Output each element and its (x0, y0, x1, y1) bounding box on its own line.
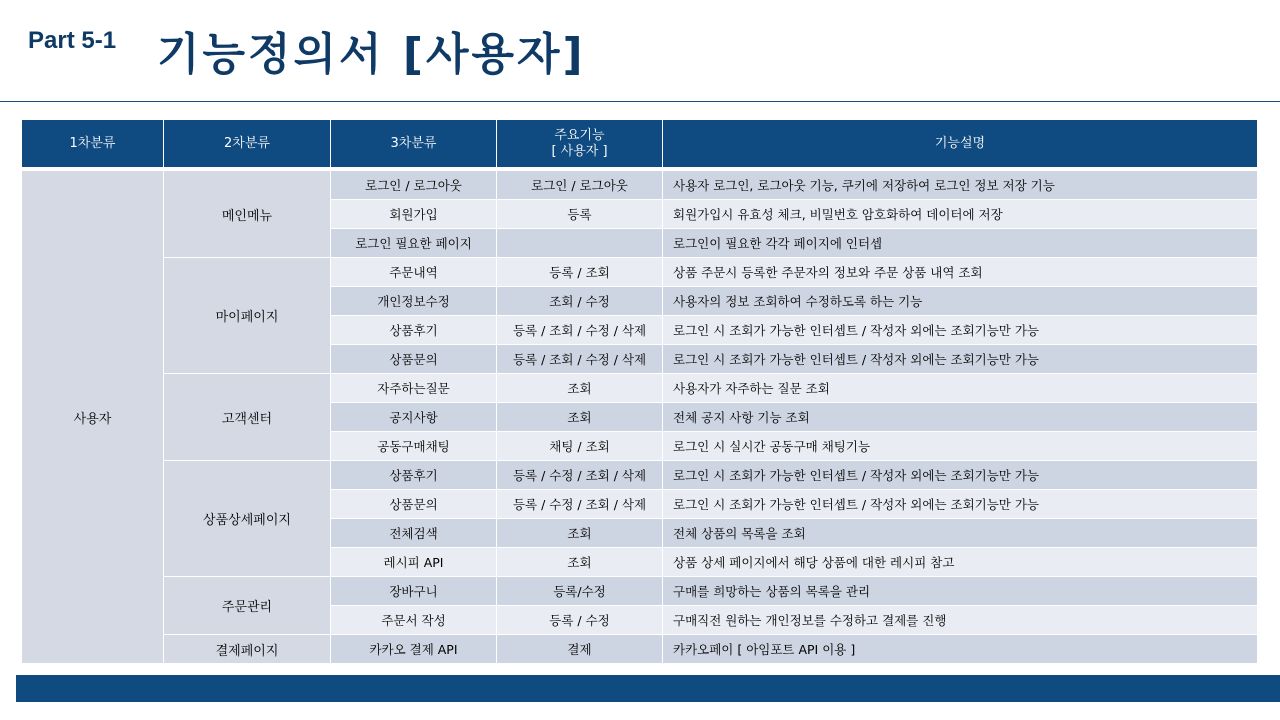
level3-category: 레시피 API (331, 548, 497, 577)
level3-category: 로그인 필요한 페이지 (331, 229, 497, 258)
function-description: 로그인 시 조회가 가능한 인터셉트 / 작성자 외에는 조회기능만 가능 (663, 316, 1258, 345)
header-main-function-line2: [ 사용자 ] (551, 143, 608, 159)
level3-category: 상품후기 (331, 461, 497, 490)
footer-bar (16, 675, 1280, 702)
main-function: 조회 (497, 374, 663, 403)
function-description: 구매직전 원하는 개인정보를 수정하고 결제를 진행 (663, 606, 1258, 635)
table-row (22, 169, 1258, 200)
level3-category: 전체검색 (331, 519, 497, 548)
main-function: 등록 / 수정 / 조회 / 삭제 (497, 461, 663, 490)
level3-category: 공지사항 (331, 403, 497, 432)
main-function: 조회 (497, 403, 663, 432)
level3-category: 회원가입 (331, 200, 497, 229)
function-description: 로그인 시 조회가 가능한 인터셉트 / 작성자 외에는 조회기능만 가능 (663, 490, 1258, 519)
table-header-row (22, 120, 1258, 170)
function-description: 사용자가 자주하는 질문 조회 (663, 374, 1258, 403)
function-description: 로그인 시 실시간 공동구매 채팅기능 (663, 432, 1258, 461)
main-function: 채팅 / 조회 (497, 432, 663, 461)
main-function: 등록/수정 (497, 577, 663, 606)
level3-category: 주문서 작성 (331, 606, 497, 635)
main-function: 등록 / 수정 / 조회 / 삭제 (497, 490, 663, 519)
main-function: 조회 (497, 519, 663, 548)
function-description: 구매를 희망하는 상품의 목록을 관리 (663, 577, 1258, 606)
function-description: 전체 공지 사항 기능 조회 (663, 403, 1258, 432)
level2-category: 고객센터 (164, 374, 331, 461)
main-function: 등록 / 조회 (497, 258, 663, 287)
level2-category: 메인메뉴 (164, 169, 331, 258)
table-row (22, 374, 1258, 403)
level3-category: 카카오 결제 API (331, 635, 497, 664)
level2-category: 주문관리 (164, 577, 331, 635)
function-description: 로그인 시 조회가 가능한 인터셉트 / 작성자 외에는 조회기능만 가능 (663, 345, 1258, 374)
main-function: 조회 (497, 548, 663, 577)
main-function (497, 229, 663, 258)
header-main-function (497, 120, 663, 170)
function-description: 카카오페이 [ 아임포트 API 이용 ] (663, 635, 1258, 664)
function-description: 상품 주문시 등록한 주문자의 정보와 주문 상품 내역 조회 (663, 258, 1258, 287)
level3-category: 자주하는질문 (331, 374, 497, 403)
header-description: 기능설명 (663, 120, 1258, 170)
level3-category: 상품문의 (331, 345, 497, 374)
table-row (22, 461, 1258, 490)
level3-category: 상품문의 (331, 490, 497, 519)
level3-category: 상품후기 (331, 316, 497, 345)
table-row (22, 635, 1258, 664)
level3-category: 주문내역 (331, 258, 497, 287)
function-description: 회원가입시 유효성 체크, 비밀번호 암호화하여 데이터에 저장 (663, 200, 1258, 229)
function-description: 로그인이 필요한 각각 페이지에 인터셉 (663, 229, 1258, 258)
level2-category: 상품상세페이지 (164, 461, 331, 577)
main-function: 등록 / 조회 / 수정 / 삭제 (497, 316, 663, 345)
level3-category: 공동구매채팅 (331, 432, 497, 461)
main-function: 조회 / 수정 (497, 287, 663, 316)
function-description: 사용자의 정보 조회하여 수정하도록 하는 기능 (663, 287, 1258, 316)
level3-category: 개인정보수정 (331, 287, 497, 316)
main-function: 로그인 / 로그아웃 (497, 169, 663, 200)
function-description: 전체 상품의 목록을 조회 (663, 519, 1258, 548)
table-row (22, 577, 1258, 606)
level2-category: 결제페이지 (164, 635, 331, 664)
table-body (22, 169, 1258, 664)
level3-category: 로그인 / 로그아웃 (331, 169, 497, 200)
main-function: 등록 / 수정 (497, 606, 663, 635)
function-spec-table (21, 119, 1258, 664)
page-title: 기능정의서 [사용자] (157, 29, 586, 80)
level1-category: 사용자 (22, 169, 164, 664)
function-description: 상품 상세 페이지에서 해당 상품에 대한 레시피 참고 (663, 548, 1258, 577)
header-level3: 3차분류 (331, 120, 497, 170)
main-function: 결제 (497, 635, 663, 664)
main-function: 등록 (497, 200, 663, 229)
part-label: Part 5-1 (28, 27, 117, 54)
table-row (22, 258, 1258, 287)
function-description: 사용자 로그인, 로그아웃 기능, 쿠키에 저장하여 로그인 정보 저장 기능 (663, 169, 1258, 200)
level3-category: 장바구니 (331, 577, 497, 606)
header-level2: 2차분류 (164, 120, 331, 170)
title-divider (0, 101, 1280, 102)
level2-category: 마이페이지 (164, 258, 331, 374)
function-description: 로그인 시 조회가 가능한 인터셉트 / 작성자 외에는 조회기능만 가능 (663, 461, 1258, 490)
main-function: 등록 / 조회 / 수정 / 삭제 (497, 345, 663, 374)
header-main-function-line1: 주요기능 (554, 127, 605, 143)
header-level1: 1차분류 (22, 120, 164, 170)
